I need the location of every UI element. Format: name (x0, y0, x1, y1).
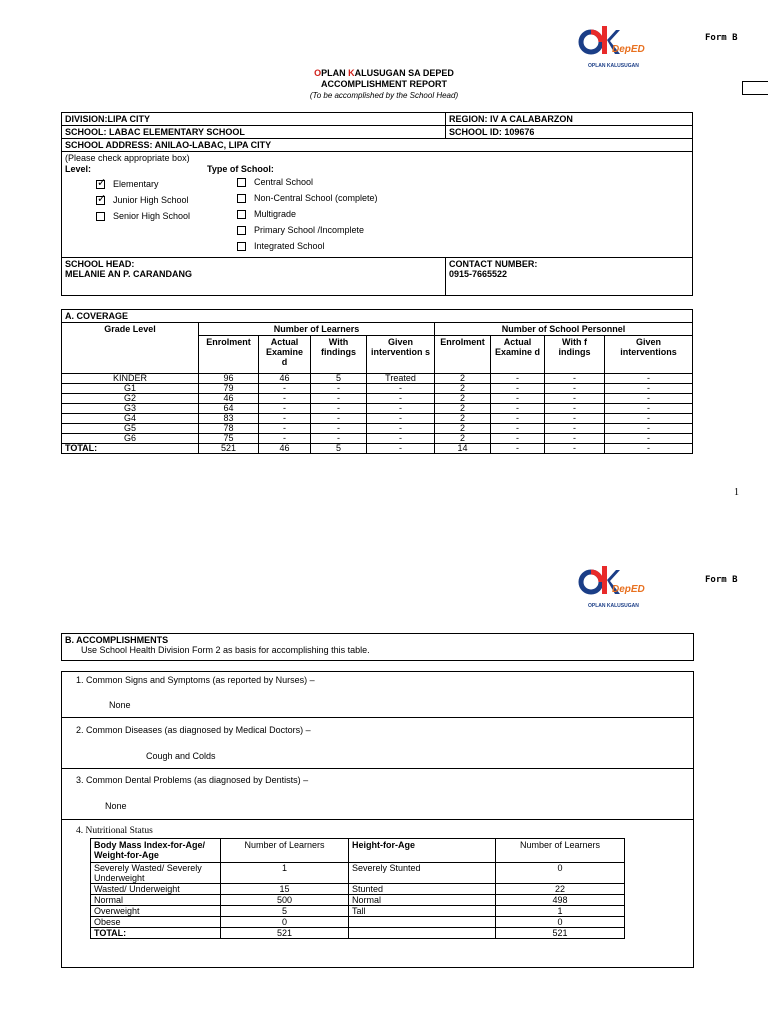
level-options (96, 176, 190, 224)
item-1-value: None (109, 700, 131, 710)
level-option-label: Senior High School (113, 211, 191, 221)
type-option-label: Multigrade (254, 209, 297, 219)
nut-cell: 498 (496, 895, 625, 906)
contact-cell (446, 258, 693, 296)
table-row (62, 384, 693, 394)
coverage-cell: 46 (259, 444, 311, 454)
nut-cell (349, 928, 496, 939)
coverage-cell: - (367, 434, 435, 444)
coverage-cell: 2 (435, 414, 491, 424)
nut-cell: Overweight (91, 906, 221, 917)
nut-cell: Normal (91, 895, 221, 906)
coverage-cell: 79 (199, 384, 259, 394)
coverage-cell: - (311, 414, 367, 424)
coverage-cell: - (367, 404, 435, 414)
type-label: Type of School: (207, 164, 274, 174)
type-checkbox[interactable] (237, 194, 246, 203)
item-4: 4. Nutritional Status (76, 826, 153, 836)
coverage-cell: 2 (435, 434, 491, 444)
type-option-label: Central School (254, 177, 314, 187)
coverage-cell: - (605, 394, 693, 404)
grade-cell: G6 (62, 434, 199, 444)
coverage-cell: - (545, 384, 605, 394)
item-divider (62, 717, 694, 718)
coverage-cell: 75 (199, 434, 259, 444)
school-info-table (61, 112, 693, 296)
coverage-cell: - (491, 404, 545, 414)
type-option-label: Non-Central School (complete) (254, 193, 378, 203)
coverage-cell: 2 (435, 404, 491, 414)
coverage-cell: - (605, 374, 693, 384)
nut-cell: Tall (349, 906, 496, 917)
coverage-cell: - (367, 394, 435, 404)
sub-header: Enrolment (435, 336, 491, 374)
sub-header: Actual Examine d (491, 336, 545, 374)
grade-cell: G4 (62, 414, 199, 424)
type-option[interactable] (237, 174, 378, 190)
accomplishments-note: Use School Health Division Form 2 as basis for accomplishing this table. (81, 645, 370, 655)
coverage-cell: - (491, 444, 545, 454)
coverage-cell: 2 (435, 374, 491, 384)
form-label: Form B (705, 575, 738, 585)
type-option-label: Integrated School (254, 241, 325, 251)
school-head-cell (62, 258, 446, 296)
item-divider (62, 768, 694, 769)
nut-cell: 521 (221, 928, 349, 939)
coverage-cell: - (259, 404, 311, 414)
coverage-cell: 83 (199, 414, 259, 424)
coverage-cell: - (367, 444, 435, 454)
nut-header: Height-for-Age (349, 839, 496, 863)
table-row (62, 434, 693, 444)
coverage-cell: - (491, 374, 545, 384)
coverage-cell: 521 (199, 444, 259, 454)
sub-header: Enrolment (199, 336, 259, 374)
coverage-cell: 78 (199, 424, 259, 434)
coverage-cell: - (259, 394, 311, 404)
type-checkbox[interactable] (237, 210, 246, 219)
nut-cell: Severely Stunted (349, 863, 496, 884)
coverage-title: A. COVERAGE (62, 310, 693, 323)
nut-cell: 1 (496, 906, 625, 917)
school-cell: SCHOOL: LABAC ELEMENTARY SCHOOL (62, 126, 446, 139)
nut-cell: 521 (496, 928, 625, 939)
grade-cell: G5 (62, 424, 199, 434)
type-option[interactable] (237, 206, 378, 222)
coverage-cell: 14 (435, 444, 491, 454)
nut-cell: 500 (221, 895, 349, 906)
coverage-cell: - (545, 414, 605, 424)
coverage-cell: 46 (199, 394, 259, 404)
title-part-plan: PLAN (321, 68, 349, 78)
nut-cell: Obese (91, 917, 221, 928)
grade-cell: G3 (62, 404, 199, 414)
coverage-cell: - (545, 444, 605, 454)
type-option-label: Primary School /Incomplete (254, 225, 365, 235)
nut-cell: Wasted/ Underweight (91, 884, 221, 895)
table-row (91, 906, 625, 917)
nut-cell: 22 (496, 884, 625, 895)
nut-cell: 15 (221, 884, 349, 895)
table-row (62, 424, 693, 434)
title-part-rest: ALUSUGAN SA DEPED (354, 68, 454, 78)
logo-subtitle: OPLAN KALUSUGAN (588, 603, 639, 609)
sub-header: Given interventions (605, 336, 693, 374)
school-head-name: MELANIE AN P. CARANDANG (65, 269, 193, 279)
nut-cell: 1 (221, 863, 349, 884)
coverage-cell: - (311, 424, 367, 434)
coverage-cell: - (311, 384, 367, 394)
accomplishments-list-box (61, 671, 694, 968)
item-3: 3. Common Dental Problems (as diagnosed by Dentists) – (76, 775, 309, 785)
table-row (62, 374, 693, 384)
type-option[interactable] (237, 238, 378, 254)
level-checkbox[interactable] (96, 196, 105, 205)
table-row (91, 884, 625, 895)
report-instruction: (To be accomplished by the School Head) (309, 91, 459, 100)
title-initial-k: K (348, 68, 355, 78)
page-number: 1 (734, 487, 739, 498)
accomplishments-header-box (61, 633, 694, 661)
coverage-cell: - (259, 424, 311, 434)
nut-header: Number of Learners (496, 839, 625, 863)
table-row (91, 895, 625, 906)
coverage-cell: - (605, 384, 693, 394)
nut-cell: Stunted (349, 884, 496, 895)
sub-header: With f indings (545, 336, 605, 374)
table-row (62, 404, 693, 414)
item-3-value: None (105, 801, 127, 811)
type-option[interactable] (237, 190, 378, 206)
logo-deped-text: DepED (612, 584, 645, 595)
coverage-cell: - (491, 384, 545, 394)
logo-subtitle: OPLAN KALUSUGAN (588, 63, 639, 69)
grade-cell: TOTAL: (62, 444, 199, 454)
level-option-label: Junior High School (113, 195, 189, 205)
coverage-cell: - (311, 394, 367, 404)
coverage-cell: - (259, 384, 311, 394)
item-divider (62, 819, 694, 820)
nut-header: Number of Learners (221, 839, 349, 863)
coverage-cell: - (491, 394, 545, 404)
coverage-cell: - (491, 434, 545, 444)
form-label: Form B (705, 33, 738, 43)
report-subtitle: ACCOMPLISHMENT REPORT (321, 79, 447, 89)
coverage-cell: - (605, 404, 693, 414)
coverage-cell: - (545, 374, 605, 384)
coverage-cell: 2 (435, 384, 491, 394)
nutritional-status-table (90, 838, 625, 939)
item-1: 1. Common Signs and Symptoms (as reported by Nurses) – (76, 675, 315, 685)
coverage-cell: - (311, 404, 367, 414)
coverage-cell: - (605, 434, 693, 444)
level-option[interactable] (96, 176, 190, 192)
report-title (0, 68, 768, 79)
nut-cell: Normal (349, 895, 496, 906)
coverage-cell: - (259, 434, 311, 444)
nut-cell: Severely Wasted/ Severely Underweight (91, 863, 221, 884)
coverage-cell: - (545, 404, 605, 414)
contact-label: CONTACT NUMBER: (449, 259, 538, 269)
school-head-label: SCHOOL HEAD: (65, 259, 135, 269)
sub-header: Actual Examine d (259, 336, 311, 374)
nut-cell: TOTAL: (91, 928, 221, 939)
address-cell: SCHOOL ADDRESS: ANILAO-LABAC, LIPA CITY (62, 139, 693, 152)
logo-deped-text: DepED (612, 44, 645, 55)
coverage-cell: 5 (311, 374, 367, 384)
division-cell: DIVISION:LIPA CITY (62, 113, 446, 126)
sub-header: Given intervention s (367, 336, 435, 374)
nut-cell (349, 917, 496, 928)
nut-cell: 5 (221, 906, 349, 917)
coverage-cell: - (545, 434, 605, 444)
table-row (62, 414, 693, 424)
table-row (62, 394, 693, 404)
nut-cell: 0 (221, 917, 349, 928)
item-2: 2. Common Diseases (as diagnosed by Medical Doctors) – (76, 725, 311, 735)
nut-cell: 0 (496, 917, 625, 928)
accomplishments-title: B. ACCOMPLISHMENTS (65, 635, 169, 645)
coverage-cell: - (605, 424, 693, 434)
type-option[interactable] (237, 222, 378, 238)
grade-cell: G1 (62, 384, 199, 394)
coverage-cell: 2 (435, 424, 491, 434)
oplan-kalusugan-logo (578, 22, 648, 72)
school-id-cell: SCHOOL ID: 109676 (446, 126, 693, 139)
nut-cell: 0 (496, 863, 625, 884)
coverage-cell: - (367, 414, 435, 424)
coverage-cell: 2 (435, 394, 491, 404)
type-options (237, 174, 378, 254)
level-option[interactable] (96, 192, 190, 208)
coverage-cell: - (605, 444, 693, 454)
coverage-cell: - (491, 414, 545, 424)
type-checkbox[interactable] (237, 242, 246, 251)
coverage-cell: - (311, 434, 367, 444)
coverage-cell: Treated (367, 374, 435, 384)
coverage-cell: 5 (311, 444, 367, 454)
oplan-kalusugan-logo (578, 562, 648, 612)
region-cell: REGION: IV A CALABARZON (446, 113, 693, 126)
grade-cell: G2 (62, 394, 199, 404)
nut-header: Body Mass Index-for-Age/ Weight-for-Age (91, 839, 221, 863)
title-initial-o: O (314, 68, 322, 78)
learners-header: Number of Learners (199, 323, 435, 336)
coverage-cell: - (367, 384, 435, 394)
coverage-cell: - (605, 414, 693, 424)
coverage-table (61, 309, 693, 454)
personnel-header: Number of School Personnel (435, 323, 693, 336)
table-row (91, 863, 625, 884)
coverage-cell: - (545, 424, 605, 434)
coverage-total-row (62, 444, 693, 454)
nut-total-row (91, 928, 625, 939)
table-row (91, 917, 625, 928)
level-option-label: Elementary (113, 179, 159, 189)
coverage-cell: - (491, 424, 545, 434)
check-note: (Please check appropriate box) (65, 153, 190, 163)
coverage-cell: - (367, 424, 435, 434)
type-checkbox[interactable] (237, 226, 246, 235)
contact-value: 0915-7665522 (449, 269, 508, 279)
school-type-cell (62, 152, 693, 258)
level-option[interactable] (96, 208, 190, 224)
grade-level-header: Grade Level (62, 323, 199, 374)
grade-cell: KINDER (62, 374, 199, 384)
sub-header: With findings (311, 336, 367, 374)
level-checkbox[interactable] (96, 212, 105, 221)
coverage-cell: 64 (199, 404, 259, 414)
coverage-cell: - (545, 394, 605, 404)
level-label: Level: (65, 164, 92, 174)
coverage-cell: - (259, 414, 311, 424)
coverage-cell: 96 (199, 374, 259, 384)
item-2-value: Cough and Colds (146, 751, 216, 761)
coverage-cell: 46 (259, 374, 311, 384)
type-checkbox[interactable] (237, 178, 246, 187)
level-checkbox[interactable] (96, 180, 105, 189)
